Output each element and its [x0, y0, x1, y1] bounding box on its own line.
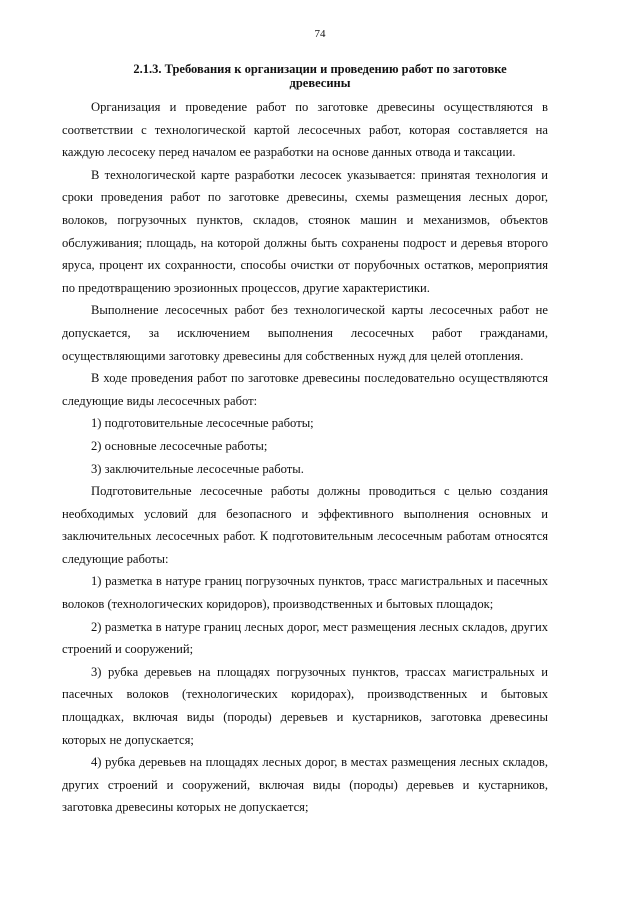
section-heading	[100, 62, 540, 90]
paragraph-tech-map: В технологической карте разработки лесосек указывается: принятая технология и сроки проведения работ по заготовке древесины, схемы размещения лесных дорог, волоков, погрузочных пунктов, складов, стоянок машин и механизмов, объектов обслуживания; площадь, на которой должны быть сохранены подрост и деревья второго яруса, процент их сохранности, способы очистки от порубочных остатков, мероприятия по предотвращению эрозионных процессов, другие характеристики.	[62, 167, 548, 295]
list-item-preparatory: 1) подготовительные лесосечные работы;	[91, 416, 314, 431]
list-item-final: 3) заключительные лесосечные работы.	[91, 461, 304, 476]
paragraph-preparatory: Подготовительные лесосечные работы должны проводиться с целью создания необходимых условий для безопасного и эффективного выполнения основных и заключительных лесосечных работ. К подготовительным лесосечным работам относятся следующие работы:	[62, 484, 548, 566]
section-heading-line-1: 2.1.3. Требования к организации и проведению работ по заготовке	[133, 62, 507, 76]
list-item-felling-points: 3) рубка деревьев на площадях погрузочных пунктов, трассах магистральных и пасечных волоков (технологических коридорах), производственных и бытовых площадках, включая виды (породы) деревьев и кустарников, заготовка древесины которых не допускается;	[62, 664, 548, 747]
paragraph-work-types: В ходе проведения работ по заготовке древесины последовательно осуществляются следующие виды лесосечных работ:	[62, 371, 548, 408]
list-item-marking-roads: 2) разметка в натуре границ лесных дорог, мест размещения лесных складов, других строений и сооружений;	[62, 619, 548, 657]
list-item-marking-points: 1) разметка в натуре границ погрузочных пунктов, трасс магистральных и пасечных волоков (технологических коридоров), производственных и бытовых площадок;	[62, 574, 548, 612]
list-item-felling-roads: 4) рубка деревьев на площадях лесных дорог, в местах размещения лесных складов, других строений и сооружений, включая виды (породы) деревьев и кустарников, заготовка древесины которых не допускается;	[62, 755, 548, 815]
paragraph-no-map: Выполнение лесосечных работ без технологической карты лесосечных работ не допускается, за исключением выполнения лесосечных работ гражданами, осуществляющими заготовку древесины для собственных нужд для целей отопления.	[62, 303, 548, 363]
paragraph-intro: Организация и проведение работ по заготовке древесины осуществляются в соответствии с технологической картой лесосечных работ, которая составляется на каждую лесосеку перед началом ее разработки на основе данных отвода и таксации.	[62, 100, 548, 160]
section-heading-line-2: древесины	[289, 76, 351, 90]
list-item-main: 2) основные лесосечные работы;	[91, 438, 268, 453]
page-number: 74	[314, 28, 326, 40]
body-text	[62, 96, 548, 819]
